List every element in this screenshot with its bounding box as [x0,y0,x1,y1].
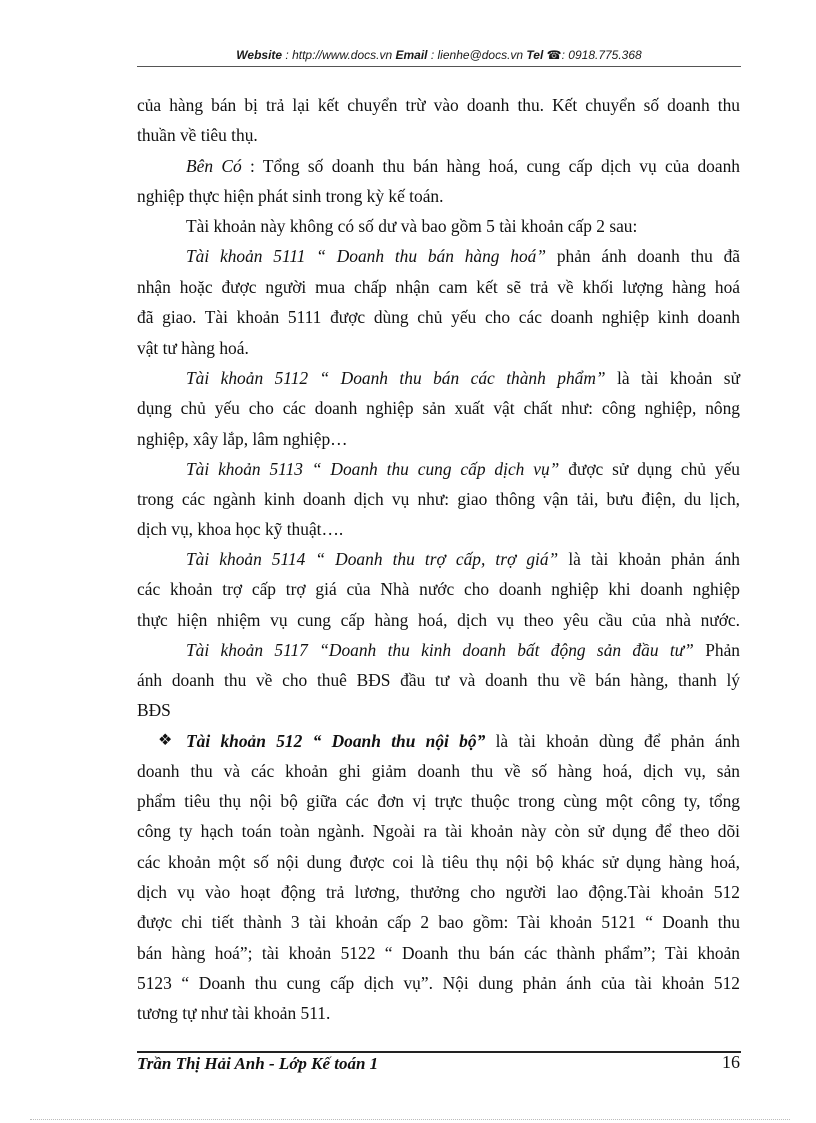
body-line: thuần về tiêu thụ. [137,125,258,145]
body-line: dụng chủ yếu cho các doanh nghiệp sản xuất vật chất như: công nghiệp, nông [137,398,740,418]
body-line: nghiệp, xây lắp, lâm nghiệp… [137,429,348,449]
body-line: BĐS [137,700,171,720]
body-line-italic: Tài khoản 5111 “ Doanh thu bán hàng hoá” [186,246,547,266]
body-line [186,548,740,570]
body-line-text: là tài khoản phản ánh [568,549,740,569]
body-line: doanh thu và các khoản ghi giảm doanh thu về số hàng hoá, dịch vụ, sản [137,761,740,781]
body-line-italic: Tài khoản 5112 “ Doanh thu bán các thành phẩm” [186,368,606,388]
page-header [137,48,741,62]
body-line: dịch vụ vào hoạt động trả lương, thưởng cho người lao động.Tài khoản 512 [137,882,740,902]
body-line [186,730,740,752]
body-line [186,367,740,389]
website-url: : http://www.docs.vn [285,48,393,62]
body-line-italic: Tài khoản 5117 “Doanh thu kinh doanh bất động sản đầu tư” [186,640,694,660]
body-line: được chi tiết thành 3 tài khoản cấp 2 bao gồm: Tài khoản 5121 “ Doanh thu [137,912,740,932]
footer-author: Trần Thị Hải Anh - Lớp Kế toán 1 [137,1054,379,1073]
body-line: nhận hoặc được người mua chấp nhận cam kết sẽ trả về khối lượng hàng hoá [137,277,740,297]
body-line: các khoản trợ cấp trợ giá của Nhà nước cho doanh nghiệp khi doanh nghiệp [137,579,740,599]
tel-label: Tel [526,48,544,62]
body-line [186,458,740,480]
body-line-text: là tài khoản dùng để phản ánh [495,731,740,751]
tel-value: : 0918.775.368 [561,48,642,62]
page-number: 16 [722,1052,740,1072]
body-line: của hàng bán bị trả lại kết chuyển trừ vào doanh thu. Kết chuyển số doanh thu [137,95,740,115]
email-value: : lienhe@docs.vn [430,48,524,62]
body-line [186,245,740,267]
header-divider [137,66,741,67]
body-line: 5123 “ Doanh thu cung cấp dịch vụ”. Nội dung phản ánh của tài khoản 512 [137,973,740,993]
body-line: Tài khoản này không có số dư và bao gồm 5 tài khoản cấp 2 sau: [186,216,638,236]
body-line-italic: Bên Có [186,156,242,176]
body-line: phẩm tiêu thụ nội bộ giữa các đơn vị trực thuộc trong cùng một công ty, tổng [137,791,740,811]
body-line [186,155,740,177]
body-line: dịch vụ, khoa học kỹ thuật…. [137,519,344,539]
body-line: trong các ngành kinh doanh dịch vụ như: giao thông vận tải, bưu điện, du lịch, [137,489,740,509]
body-line: bán hàng hoá”; tài khoản 5122 “ Doanh thu bán các thành phẩm”; Tài khoản [137,943,740,963]
body-line-bold-italic: Tài khoản 512 “ Doanh thu nội bộ” [186,731,486,751]
body-line: nghiệp thực hiện phát sinh trong kỳ kế toán. [137,186,444,206]
body-line: ánh doanh thu về cho thuê BĐS đầu tư và doanh thu về bán hàng, thanh lý [137,670,740,690]
page-bottom-border [30,1119,790,1120]
body-line: vật tư hàng hoá. [137,338,249,358]
body-line-text: được sử dụng chủ yếu [568,459,740,479]
body-line-text: là tài khoản sử [617,368,740,388]
footer-divider [137,1051,741,1053]
diamond-bullet-icon: ❖ [158,732,173,749]
body-line: các khoản một số nội dung được coi là tiêu thụ nội bộ khác sử dụng hàng hoá, [137,852,740,872]
body-line-text: Phản [705,640,740,660]
body-line-text: : Tổng số doanh thu bán hàng hoá, cung cấp dịch vụ của doanh [250,156,740,176]
body-line: đã giao. Tài khoản 5111 được dùng chủ yếu cho các doanh nghiệp kinh doanh [137,307,740,327]
body-line: công ty hạch toán toàn ngành. Ngoài ra tài khoản này còn sử dụng để theo dõi [137,821,740,841]
website-label: Website [236,48,283,62]
body-line: tương tự như tài khoản 511. [137,1003,331,1023]
email-label: Email [395,48,428,62]
body-line-text: phản ánh doanh thu đã [556,246,740,266]
body-line-italic: Tài khoản 5113 “ Doanh thu cung cấp dịch vụ” [186,459,560,479]
body-line [186,639,740,661]
body-line-italic: Tài khoản 5114 “ Doanh thu trợ cấp, trợ giá” [186,549,559,569]
phone-icon: ☎ [546,48,562,62]
body-line: thực hiện nhiệm vụ cung cấp hàng hoá, dịch vụ theo yêu cầu của nhà nước. [137,610,740,630]
